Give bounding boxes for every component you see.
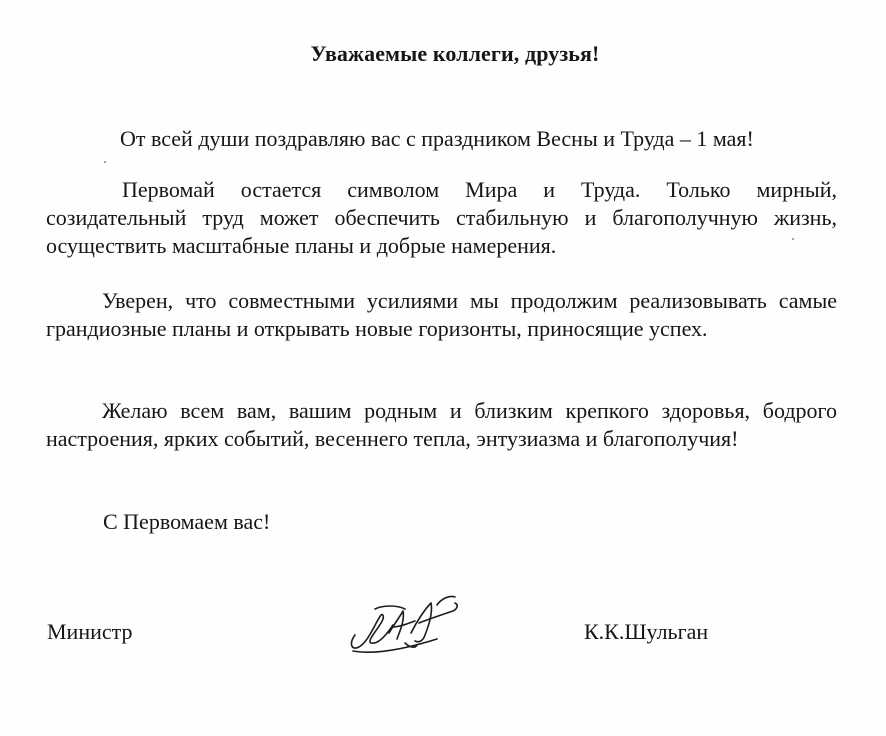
handwritten-signature [345, 593, 465, 663]
scan-speck [792, 238, 794, 240]
letter-closing: С Первомаем вас! [103, 509, 271, 534]
letter-greeting: От всей души поздравляю вас с праздником Весны и Труда – 1 мая! [120, 126, 754, 151]
signer-name: К.К.Шульган [584, 619, 709, 644]
letter-paragraph: Уверен, что совместными усилиями мы продолжим реализовывать самые грандиозные планы и открывать новые горизонты, приносящие успех. [46, 288, 837, 341]
letter-paragraph: Первомай остается символом Мира и Труда. Только мирный, созидательный труд может обеспечить стабильную и благополучную жизнь, осуществить масштабные планы и добрые намерения. [46, 177, 837, 258]
signer-position: Министр [47, 619, 133, 644]
scan-speck [104, 161, 106, 163]
letter-paragraph: Желаю всем вам, вашим родным и близким крепкого здоровья, бодрого настроения, ярких событий, весеннего тепла, энтузиазма и благополучия! [46, 398, 837, 451]
letter-heading: Уважаемые коллеги, друзья! [310, 41, 600, 66]
